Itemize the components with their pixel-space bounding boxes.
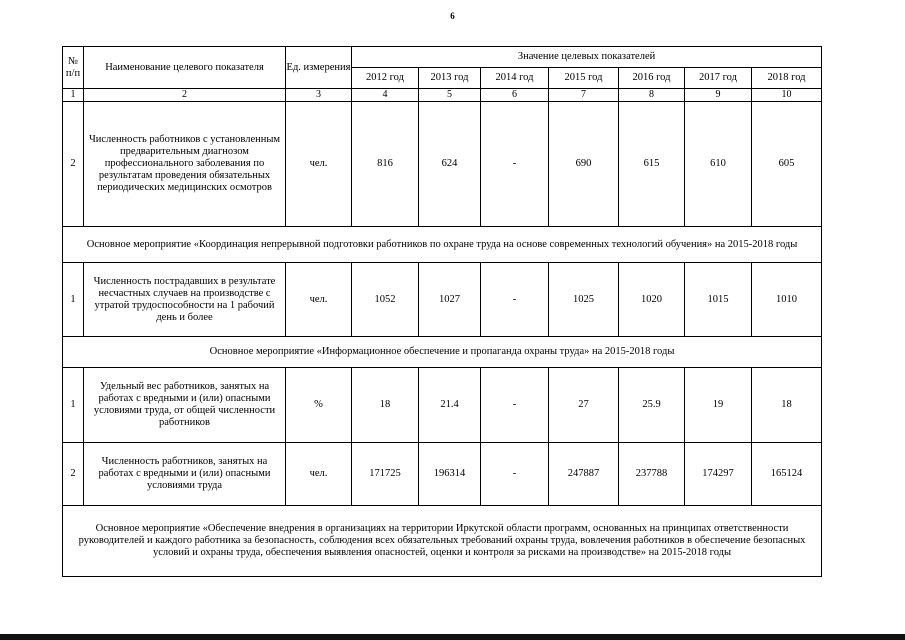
- indicator-value: 21.4: [419, 368, 481, 443]
- header-values-group: Значение целевых показателей: [352, 47, 822, 68]
- indicator-row: [63, 263, 822, 337]
- indicator-value: 237788: [619, 443, 685, 506]
- indicator-value: 18: [352, 368, 419, 443]
- section-title: Основное мероприятие «Координация непрерывной подготовки работников по охране труда на основе современных технологий обучения» на 2015-2018 годы: [63, 227, 822, 263]
- column-number: 5: [419, 89, 481, 102]
- indicator-value: 196314: [419, 443, 481, 506]
- row-num: 2: [63, 102, 84, 227]
- indicator-name: Удельный вес работников, занятых на работах с вредными и (или) опасными условиями труда, от общей численности работников: [84, 368, 286, 443]
- row-num: 2: [63, 443, 84, 506]
- header-unit: Ед. измерения: [286, 47, 352, 89]
- header-year: 2012 год: [352, 68, 419, 89]
- header-year: 2017 год: [685, 68, 752, 89]
- section-row: [63, 337, 822, 368]
- header-year: 2015 год: [549, 68, 619, 89]
- indicator-value: 615: [619, 102, 685, 227]
- header-year: 2018 год: [752, 68, 822, 89]
- indicator-value: 605: [752, 102, 822, 227]
- indicator-value: 18: [752, 368, 822, 443]
- row-num: 1: [63, 263, 84, 337]
- section-title: Основное мероприятие «Информационное обеспечение и пропаганда охраны труда» на 2015-2018 годы: [63, 337, 822, 368]
- indicator-value: 1052: [352, 263, 419, 337]
- indicator-row: [63, 368, 822, 443]
- section-row: [63, 506, 822, 577]
- indicator-value: -: [481, 368, 549, 443]
- column-number: 7: [549, 89, 619, 102]
- indicator-value: 19: [685, 368, 752, 443]
- indicator-value: 1010: [752, 263, 822, 337]
- indicator-name: Численность пострадавших в результате несчастных случаев на производстве с утратой трудоспособности на 1 рабочий день и более: [84, 263, 286, 337]
- indicator-row: [63, 443, 822, 506]
- header-year: 2016 год: [619, 68, 685, 89]
- column-numbers-row: [63, 89, 822, 102]
- indicator-value: 25.9: [619, 368, 685, 443]
- indicator-unit: чел.: [286, 443, 352, 506]
- indicator-name: Численность работников с установленным предварительным диагнозом профессионального заболевания по результатам проведения обязательных периодических медицинских осмотров: [84, 102, 286, 227]
- column-number: 8: [619, 89, 685, 102]
- column-number: 3: [286, 89, 352, 102]
- header-year: 2014 год: [481, 68, 549, 89]
- header-name: Наименование целевого показателя: [84, 47, 286, 89]
- indicator-unit: %: [286, 368, 352, 443]
- header-year: 2013 год: [419, 68, 481, 89]
- indicator-value: -: [481, 102, 549, 227]
- indicator-row: [63, 102, 822, 227]
- column-number: 1: [63, 89, 84, 102]
- indicator-value: 816: [352, 102, 419, 227]
- indicator-value: -: [481, 263, 549, 337]
- scan-bottom-edge: [0, 634, 905, 640]
- indicator-value: 690: [549, 102, 619, 227]
- header-row: [63, 47, 822, 68]
- indicator-value: -: [481, 443, 549, 506]
- indicator-value: 1027: [419, 263, 481, 337]
- page-number: 6: [450, 11, 455, 21]
- indicator-value: 1015: [685, 263, 752, 337]
- header-num: № п/п: [63, 47, 84, 89]
- indicator-value: 27: [549, 368, 619, 443]
- indicator-value: 171725: [352, 443, 419, 506]
- indicator-value: 1025: [549, 263, 619, 337]
- indicator-value: 174297: [685, 443, 752, 506]
- column-number: 4: [352, 89, 419, 102]
- indicator-name: Численность работников, занятых на работах с вредными и (или) опасными условиями труда: [84, 443, 286, 506]
- column-number: 6: [481, 89, 549, 102]
- section-row: [63, 227, 822, 263]
- column-number: 2: [84, 89, 286, 102]
- column-number: 10: [752, 89, 822, 102]
- indicator-unit: чел.: [286, 263, 352, 337]
- indicator-value: 624: [419, 102, 481, 227]
- section-title: Основное мероприятие «Обеспечение внедрения в организациях на территории Иркутской области программ, основанных на принципах ответственности руководителей и каждого работника за безопасность, соблюдения всех обязательных требований охраны труда, вовлечения работников в обеспечение безопасных условий и охраны труда, обеспечения выявления опасностей, оценки и контроля за рисками на производстве» на 2015-2018 годы: [63, 506, 822, 577]
- indicator-value: 247887: [549, 443, 619, 506]
- target-indicators-table: [62, 46, 822, 577]
- indicator-value: 610: [685, 102, 752, 227]
- row-num: 1: [63, 368, 84, 443]
- indicator-unit: чел.: [286, 102, 352, 227]
- indicator-value: 165124: [752, 443, 822, 506]
- column-number: 9: [685, 89, 752, 102]
- indicator-value: 1020: [619, 263, 685, 337]
